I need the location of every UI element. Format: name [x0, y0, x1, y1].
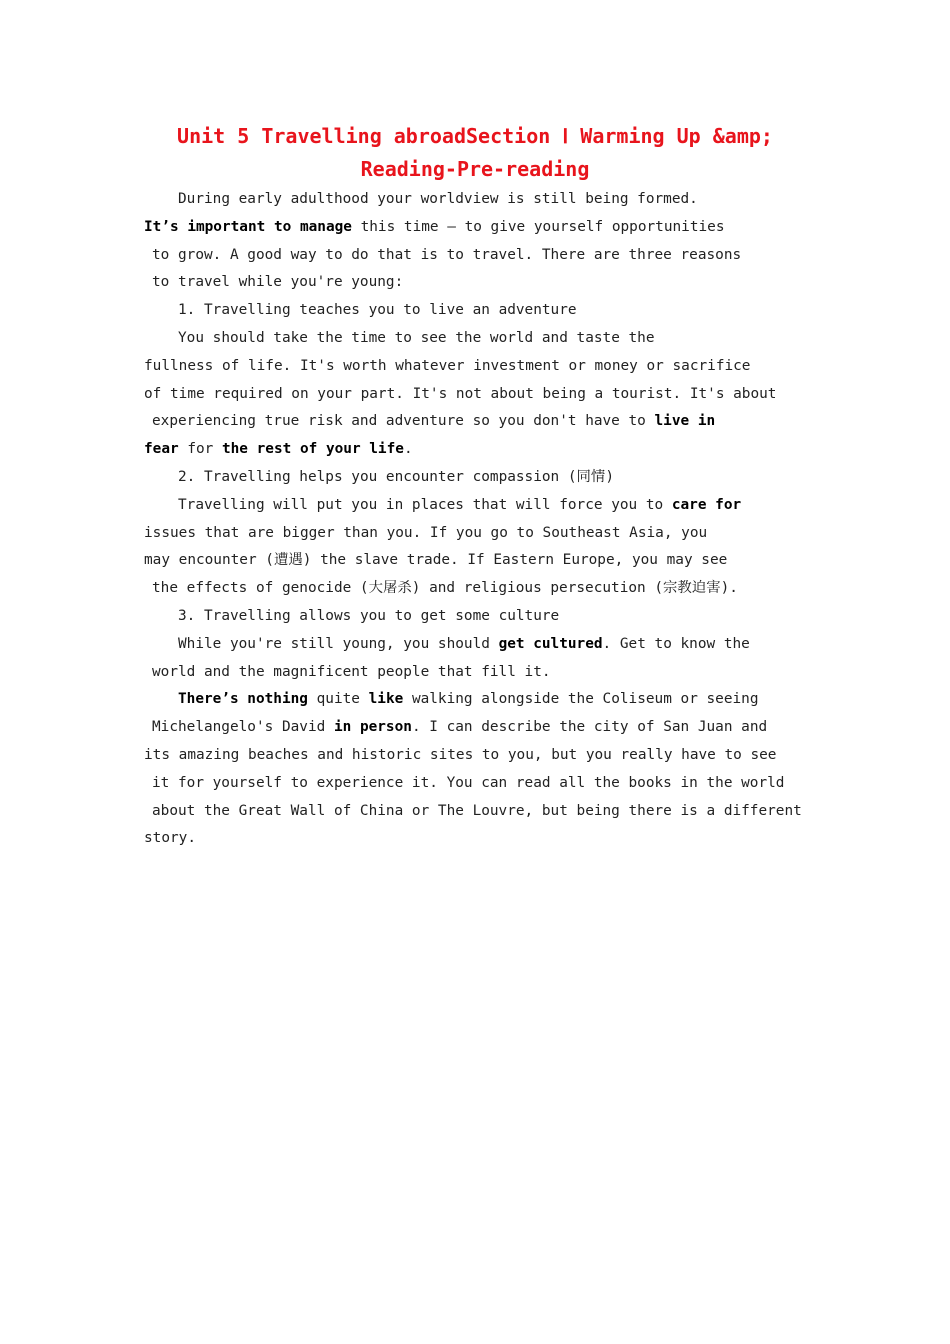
text-segment: walking alongside the Coliseum or seeing — [403, 691, 759, 708]
text-segment: During early adulthood your worldview is still being formed. — [178, 191, 698, 207]
text-line — [144, 381, 824, 409]
text-segment: 1. Travelling teaches you to live an adventure — [178, 302, 577, 319]
text-line — [144, 798, 824, 826]
text-segment: of time required on your part. It's not about being a tourist. It's about — [144, 385, 777, 402]
text-line — [144, 547, 824, 575]
bold-phrase: live in — [654, 413, 716, 430]
text-segment: the effects of genocide (大屠杀) and religious persecution (宗教迫害). — [152, 580, 738, 597]
text-line — [144, 242, 824, 270]
bold-phrase: care for — [671, 496, 742, 513]
text-line — [144, 492, 824, 520]
text-line — [144, 408, 824, 436]
text-line — [144, 575, 824, 603]
bold-phrase: the rest of your life — [221, 441, 404, 458]
text-line — [144, 269, 824, 297]
text-line — [144, 631, 824, 659]
text-segment: about the Great Wall of China or The Louvre, but being there is a different — [152, 802, 802, 819]
text-segment: for — [178, 441, 222, 458]
bold-phrase: like — [368, 691, 404, 708]
text-segment: may encounter (遭遇) the slave trade. If Eastern Europe, you may see — [144, 552, 728, 569]
text-segment: experiencing true risk and adventure so you don't have to — [152, 413, 655, 430]
text-segment: Michelangelo's David — [152, 719, 334, 736]
text-segment: fullness of life. It's worth whatever investment or money or sacrifice — [144, 357, 751, 374]
text-segment: world and the magnificent people that fill it. — [152, 663, 551, 680]
text-line — [144, 714, 824, 742]
text-line — [144, 297, 824, 325]
text-segment: 2. Travelling helps you encounter compassion (同情) — [178, 468, 614, 485]
text-line — [144, 770, 824, 798]
text-line — [144, 186, 824, 214]
text-segment: . Get to know the — [602, 635, 750, 652]
text-segment: it for yourself to experience it. You can read all the books in the world — [152, 774, 785, 791]
text-line — [144, 214, 824, 242]
text-line — [144, 686, 824, 714]
text-line — [144, 603, 824, 631]
text-segment: While you're still young, you should — [178, 635, 499, 652]
text-line — [144, 825, 824, 853]
text-segment: . — [403, 441, 413, 458]
text-segment: this time — to give yourself opportunities — [351, 218, 725, 235]
bold-phrase: There’s nothing — [178, 691, 308, 708]
text-segment: issues that are bigger than you. If you go to Southeast Asia, you — [144, 524, 708, 541]
document-title-line-1: Unit 5 Travelling abroadSection Ⅰ Warming Up &amp; — [177, 124, 773, 148]
text-segment: 3. Travelling allows you to get some culture — [178, 607, 560, 624]
text-segment: quite — [307, 691, 369, 708]
bold-phrase: get cultured — [498, 635, 603, 652]
text-segment: story. — [144, 830, 196, 847]
text-segment: You should take the time to see the world and taste the — [178, 329, 655, 346]
text-segment: to grow. A good way to do that is to travel. There are three reasons — [152, 246, 742, 263]
bold-phrase: in person — [333, 719, 412, 736]
bold-phrase: It’s important to manage — [144, 218, 352, 235]
document-title-line-2: Reading-Pre-reading — [360, 157, 590, 181]
text-line — [144, 520, 824, 548]
text-segment: . I can describe the city of San Juan and — [411, 719, 768, 736]
text-line — [144, 436, 824, 464]
document-body — [144, 186, 824, 853]
text-line — [144, 353, 824, 381]
text-segment: its amazing beaches and historic sites to you, but you really have to see — [144, 746, 777, 763]
text-line — [144, 464, 824, 492]
text-line — [144, 659, 824, 687]
text-line — [144, 325, 824, 353]
text-segment: to travel while you're young: — [152, 274, 404, 291]
text-line — [144, 742, 824, 770]
text-segment: Travelling will put you in places that will force you to — [178, 496, 672, 513]
bold-phrase: fear — [144, 441, 179, 458]
